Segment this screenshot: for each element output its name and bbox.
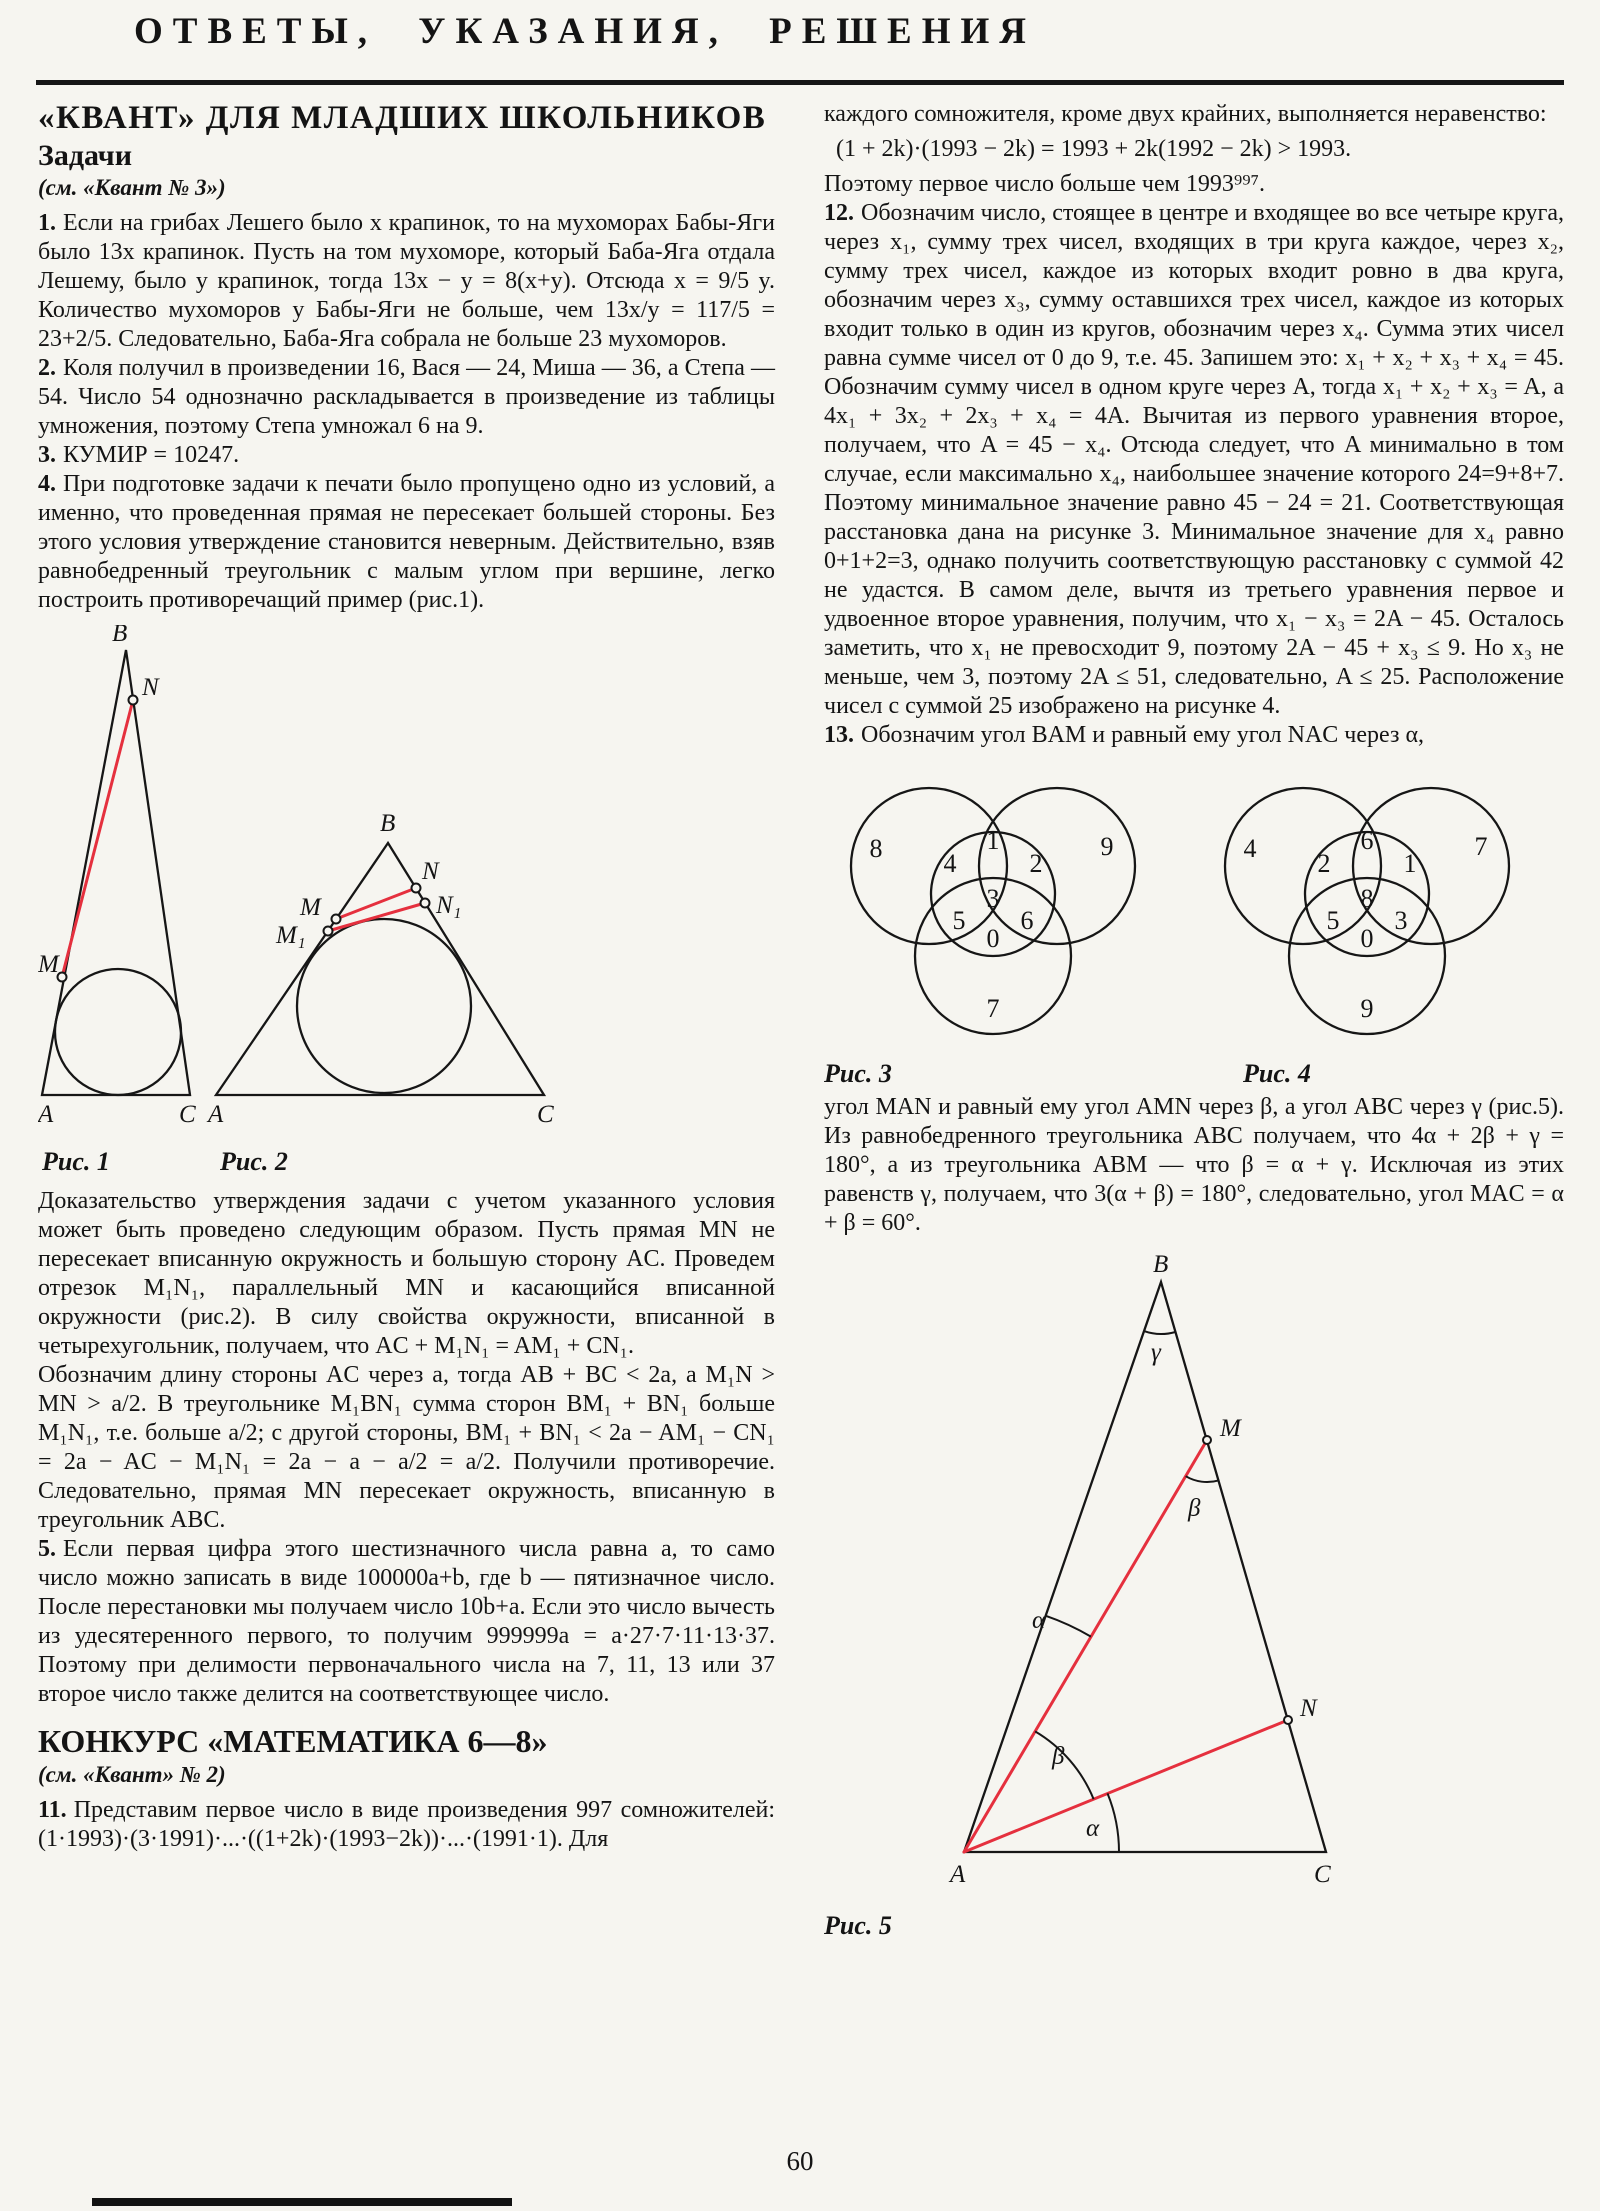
inequality-formula: (1 + 2k)·(1993 − 2k) = 1993 + 2k(1992 − 2k) > 1993.	[836, 136, 1352, 162]
venn-number: 4	[1243, 834, 1257, 863]
problem-12-solution	[824, 199, 1564, 721]
problem-13-solution-start	[824, 721, 1564, 750]
problem-11-conclusion	[824, 170, 1564, 199]
label-N-fig1: N	[142, 674, 159, 701]
problem-1-text: Если на грибах Лешего было x крапинок, то на мухоморах Бабы-Яги было 13x крапинок. Пусть на том мухоморе, который Баба-Яга отдала Лешему, было y крапинок, тогда 13x − y = 8(x+y). Отсюда x = 9/5 y. Количество мухоморов у Бабы-Яги не больше, чем 13x/y = 117/5 = 23+2/5. Следовательно, Баба-Яга собрала не больше 23 мухоморов.	[38, 210, 775, 352]
problem-3-text: КУМИР = 10247.	[63, 442, 240, 468]
label-beta-at-M-fig5: β	[1188, 1495, 1201, 1522]
venn-number: 6	[1360, 826, 1374, 855]
venn-number: 1	[1403, 849, 1417, 878]
caption-fig2: Рис. 2	[220, 1147, 288, 1176]
problem-13-continuation-text: угол MAN и равный ему угол AMN через β, а угол ABC через γ (рис.5). Из равнобедренного треугольника ABC получаем, что 4α + 2β + γ = 180°, а из треугольника ABM — что β = α + γ. Исключая из этих равенств γ, получаем, что 3(α + β) = 180°, следовательно, угол MAC = α + β = 60°.	[824, 1094, 1564, 1236]
label-C-fig2: C	[537, 1101, 554, 1128]
proof-text: Доказательство утверждения задачи с учетом указанного условия может быть проведено следующим образом. Пусть прямая MN не пересекает вписанную окружность и большую сторону AC. Проведем отрезок M₁N₁, параллельный MN и касающийся вписанной окружности (рис.2). В силу свойства окружности, вписанной в четырехугольник, получаем, что AC + M₁N₁ = AM₁ + CN₁.	[38, 1188, 775, 1359]
point-N-fig2	[412, 884, 421, 893]
label-gamma-fig5: γ	[1151, 1339, 1161, 1366]
figure-4-block	[1198, 766, 1538, 1089]
point-M-fig1	[58, 973, 67, 982]
problem-11-continuation-text: каждого сомножителя, кроме двух крайних, выполняется неравенство:	[824, 101, 1547, 127]
problem-2-solution	[38, 354, 775, 441]
label-M1-fig2: M₁	[276, 922, 306, 949]
problem-4-number: 4.	[38, 471, 56, 497]
label-M-fig1: M	[38, 951, 59, 978]
problem-3-solution	[38, 441, 775, 470]
venn-number: 9	[1360, 994, 1374, 1023]
caption-fig4: Рис. 4	[1243, 1059, 1311, 1088]
label-N1-fig2: N₁	[436, 892, 462, 919]
left-circle-fig3	[851, 788, 1007, 944]
label-beta-at-A-fig5: β	[1052, 1743, 1065, 1770]
venn-number: 0	[986, 924, 1000, 953]
problem-2-text: Коля получил в произведении 16, Вася — 24, Миша — 36, а Степа — 54. Число 54 однозначно раскладывается в произведение из таблицы умножения, поэтому Степа умножал 6 на 9.	[38, 355, 775, 439]
venn-number: 5	[952, 906, 966, 935]
figure-5	[946, 1254, 1416, 1904]
triangle-ABC-fig1	[42, 650, 190, 1095]
page-title: ОТВЕТЫ, УКАЗАНИЯ, РЕШЕНИЯ	[133, 11, 1036, 52]
problem-2-number: 2.	[38, 355, 56, 381]
figure-3-block	[824, 766, 1164, 1089]
venn-number: 0	[1360, 924, 1374, 953]
venn-figures-row	[824, 766, 1564, 1089]
label-C-fig1: C	[179, 1101, 196, 1128]
label-alpha-upper-fig5: α	[1032, 1607, 1046, 1634]
section-reference: (см. «Квант № 3»)	[38, 175, 226, 200]
label-B-fig2: B	[380, 810, 396, 837]
section-contest-title: КОНКУРС «МАТЕМАТИКА 6—8»	[38, 1723, 548, 1759]
problem-12-number: 12.	[824, 200, 854, 226]
problem-1-number: 1.	[38, 210, 56, 236]
venn-number: 7	[1474, 832, 1488, 861]
problem-13-text: Обозначим угол BAM и равный ему угол NAC через α,	[861, 722, 1425, 748]
venn-number: 2	[1029, 849, 1043, 878]
section-kvant-younger-title: «КВАНТ» ДЛЯ МЛАДШИХ ШКОЛЬНИКОВ	[38, 100, 767, 136]
point-M-fig2	[332, 915, 341, 924]
venn-number: 9	[1100, 832, 1114, 861]
caption-fig3: Рис. 3	[824, 1059, 892, 1088]
problem-5-solution	[38, 1535, 775, 1709]
angle-arc-alpha-lower	[1108, 1793, 1120, 1852]
left-column	[38, 100, 775, 1854]
venn-number: 1	[986, 826, 1000, 855]
label-N-fig2: N	[422, 858, 439, 885]
red-segment-AN-fig5	[964, 1720, 1288, 1852]
problem-11-text: Представим первое число в виде произведения 997 сомножителей: (1·1993)·(3·1991)·...·((1+2k)·(1993−2k))·...·(1991·1). Для	[38, 1797, 775, 1852]
point-N-fig5	[1284, 1716, 1292, 1724]
problem-13-number: 13.	[824, 722, 854, 748]
proof-paragraph-2	[38, 1361, 775, 1535]
venn-number: 6	[1020, 906, 1034, 935]
label-A-fig2: A	[208, 1101, 224, 1128]
inscribed-circle-fig2	[297, 919, 471, 1093]
figures-1-and-2	[38, 625, 775, 1185]
triangle-ABC-fig2	[216, 843, 544, 1095]
label-A-fig5: A	[950, 1861, 966, 1888]
label-M-fig2: M	[300, 894, 321, 921]
section-tasks-subtitle: Задачи	[38, 139, 133, 172]
point-M-fig5	[1203, 1436, 1211, 1444]
problem-11-continuation	[824, 100, 1564, 129]
angle-arc-alpha-upper	[1046, 1616, 1091, 1637]
proof-text-2: Обозначим длину стороны AC через a, тогда AB + BC < 2a, а M₁N > MN > a/2. В треугольнике M₁BN₁ сумма сторон BM₁ + BN₁ больше M₁N₁, т.е. больше a/2; с другой стороны, BM₁ + BN₁ < 2a − AM₁ − CN₁ = 2a − AC − M₁N₁ = 2a − a − a/2 = a/2. Получили противоречие. Следовательно, прямая MN пересекает окружность, вписанную в треугольник ABC.	[38, 1362, 775, 1533]
angle-arc-gamma	[1144, 1331, 1175, 1334]
scan-edge-artifact	[92, 2198, 512, 2206]
problem-5-number: 5.	[38, 1536, 56, 1562]
right-circle-fig3	[979, 788, 1135, 944]
section-contest-reference: (см. «Квант» № 2)	[38, 1762, 226, 1787]
figure-4	[1198, 766, 1538, 1046]
point-M1-fig2	[324, 927, 333, 936]
inscribed-circle-fig1	[55, 969, 181, 1095]
problem-4-text: При подготовке задачи к печати было пропущено одно из условий, а именно, что проведенная прямая не пересекает большей стороны. Без этого условия утверждение становится неверным. Действительно, взяв равнобедренный треугольник с малым углом при вершине, легко построить противоречащий пример (рис.1).	[38, 471, 775, 613]
problem-11-number: 11.	[38, 1797, 67, 1823]
figure-3	[824, 766, 1164, 1046]
venn-number: 4	[943, 849, 957, 878]
problem-12-text: Обозначим число, стоящее в центре и входящее во все четыре круга, через x₁, сумму трех чисел, входящих в три круга каждое, через x₂, сумму трех чисел, каждое из которых входит ровно в два круга, обозначим через x₃, сумму оставшихся трех чисел, каждое из которых входит только в один из кругов, обозначим через x₄. Сумма этих чисел равна сумме чисел от 0 до 9, т.е. 45. Запишем это: x₁ + x₂ + x₃ + x₄ = 45. Обозначим сумму чисел в одном круге через A, тогда x₁ + x₂ + x₃ = A, а 4x₁ + 3x₂ + 2x₃ + x₄ = 4A. Вычитая из первого уравнения второе, получаем, что A = 45 − x₄. Отсюда следует, что A минимально в том случае, если максимально x₄, наибольшее значение которого 24=9+8+7. Поэтому минимальное значение равно 45 − 24 = 21. Соответствующая расстановка дана на рисунке 3. Минимальное значение для x₄ равно 0+1+2=3, однако получить соответствующую расстановку с суммой 42 не удастся. В самом деле, вычтя из третьего уравнения первое и удвоенное второе уравнения, получим, что x₁ − x₃ = 2A − 45. Осталось заметить, что x₁ не превосходит 9, поэтому 2A − 45 + x₃ ≤ 9. Но x₃ не меньше, чем 3, поэтому 2A ≤ 51, следовательно, A ≤ 25. Расположение чисел с суммой 25 изображено на рисунке 4.	[824, 200, 1564, 719]
venn-number: 2	[1317, 849, 1331, 878]
figure-5-block	[946, 1254, 1564, 1909]
label-B-fig5: B	[1153, 1254, 1169, 1278]
venn-number: 7	[986, 994, 1000, 1023]
label-M-fig5: M	[1220, 1415, 1241, 1442]
right-circle-fig4	[1353, 788, 1509, 944]
problem-11-conclusion-text: Поэтому первое число больше чем 1993⁹⁹⁷.	[824, 171, 1265, 197]
red-segment-MN-fig1	[62, 700, 133, 977]
figure-1	[38, 625, 196, 1176]
left-circle-fig4	[1225, 788, 1381, 944]
page-number: 60	[786, 2146, 814, 2176]
venn-number: 5	[1326, 906, 1340, 935]
label-B-fig1: B	[112, 625, 128, 647]
triangle-ABC-fig5	[964, 1282, 1326, 1852]
caption-fig1: Рис. 1	[42, 1147, 110, 1176]
problem-11-solution	[38, 1796, 775, 1854]
venn-number: 3	[1394, 906, 1408, 935]
venn-number: 3	[986, 884, 1000, 913]
angle-arc-beta-at-M	[1186, 1476, 1219, 1482]
label-alpha-lower-fig5: α	[1086, 1815, 1100, 1842]
problem-4-solution	[38, 470, 775, 615]
label-C-fig5: C	[1314, 1861, 1331, 1888]
problem-13-solution-continuation	[824, 1093, 1564, 1238]
label-A-fig1: A	[38, 1101, 54, 1128]
problem-3-number: 3.	[38, 442, 56, 468]
venn-number: 8	[869, 834, 883, 863]
right-column	[824, 100, 1564, 1941]
proof-paragraph	[38, 1187, 775, 1361]
problem-5-text: Если первая цифра этого шестизначного числа равна a, то само число можно записать в виде 100000a+b, где b — пятизначное число. После перестановки мы получаем число 10b+a. Если это число вычесть из удесятеренного первого, то получим 999999a = a·27·7·11·13·37. Поэтому при делимости первоначального числа на 7, 11, 13 или 37 второе число также делится на соответствующее число.	[38, 1536, 775, 1707]
point-N1-fig2	[421, 899, 430, 908]
caption-fig5: Рис. 5	[824, 1911, 892, 1940]
figure-2	[206, 810, 554, 1176]
header-rule	[36, 80, 1564, 85]
venn-number: 8	[1360, 884, 1374, 913]
point-N-fig1	[129, 696, 138, 705]
problem-1-solution	[38, 209, 775, 354]
label-N-fig5: N	[1300, 1695, 1317, 1722]
